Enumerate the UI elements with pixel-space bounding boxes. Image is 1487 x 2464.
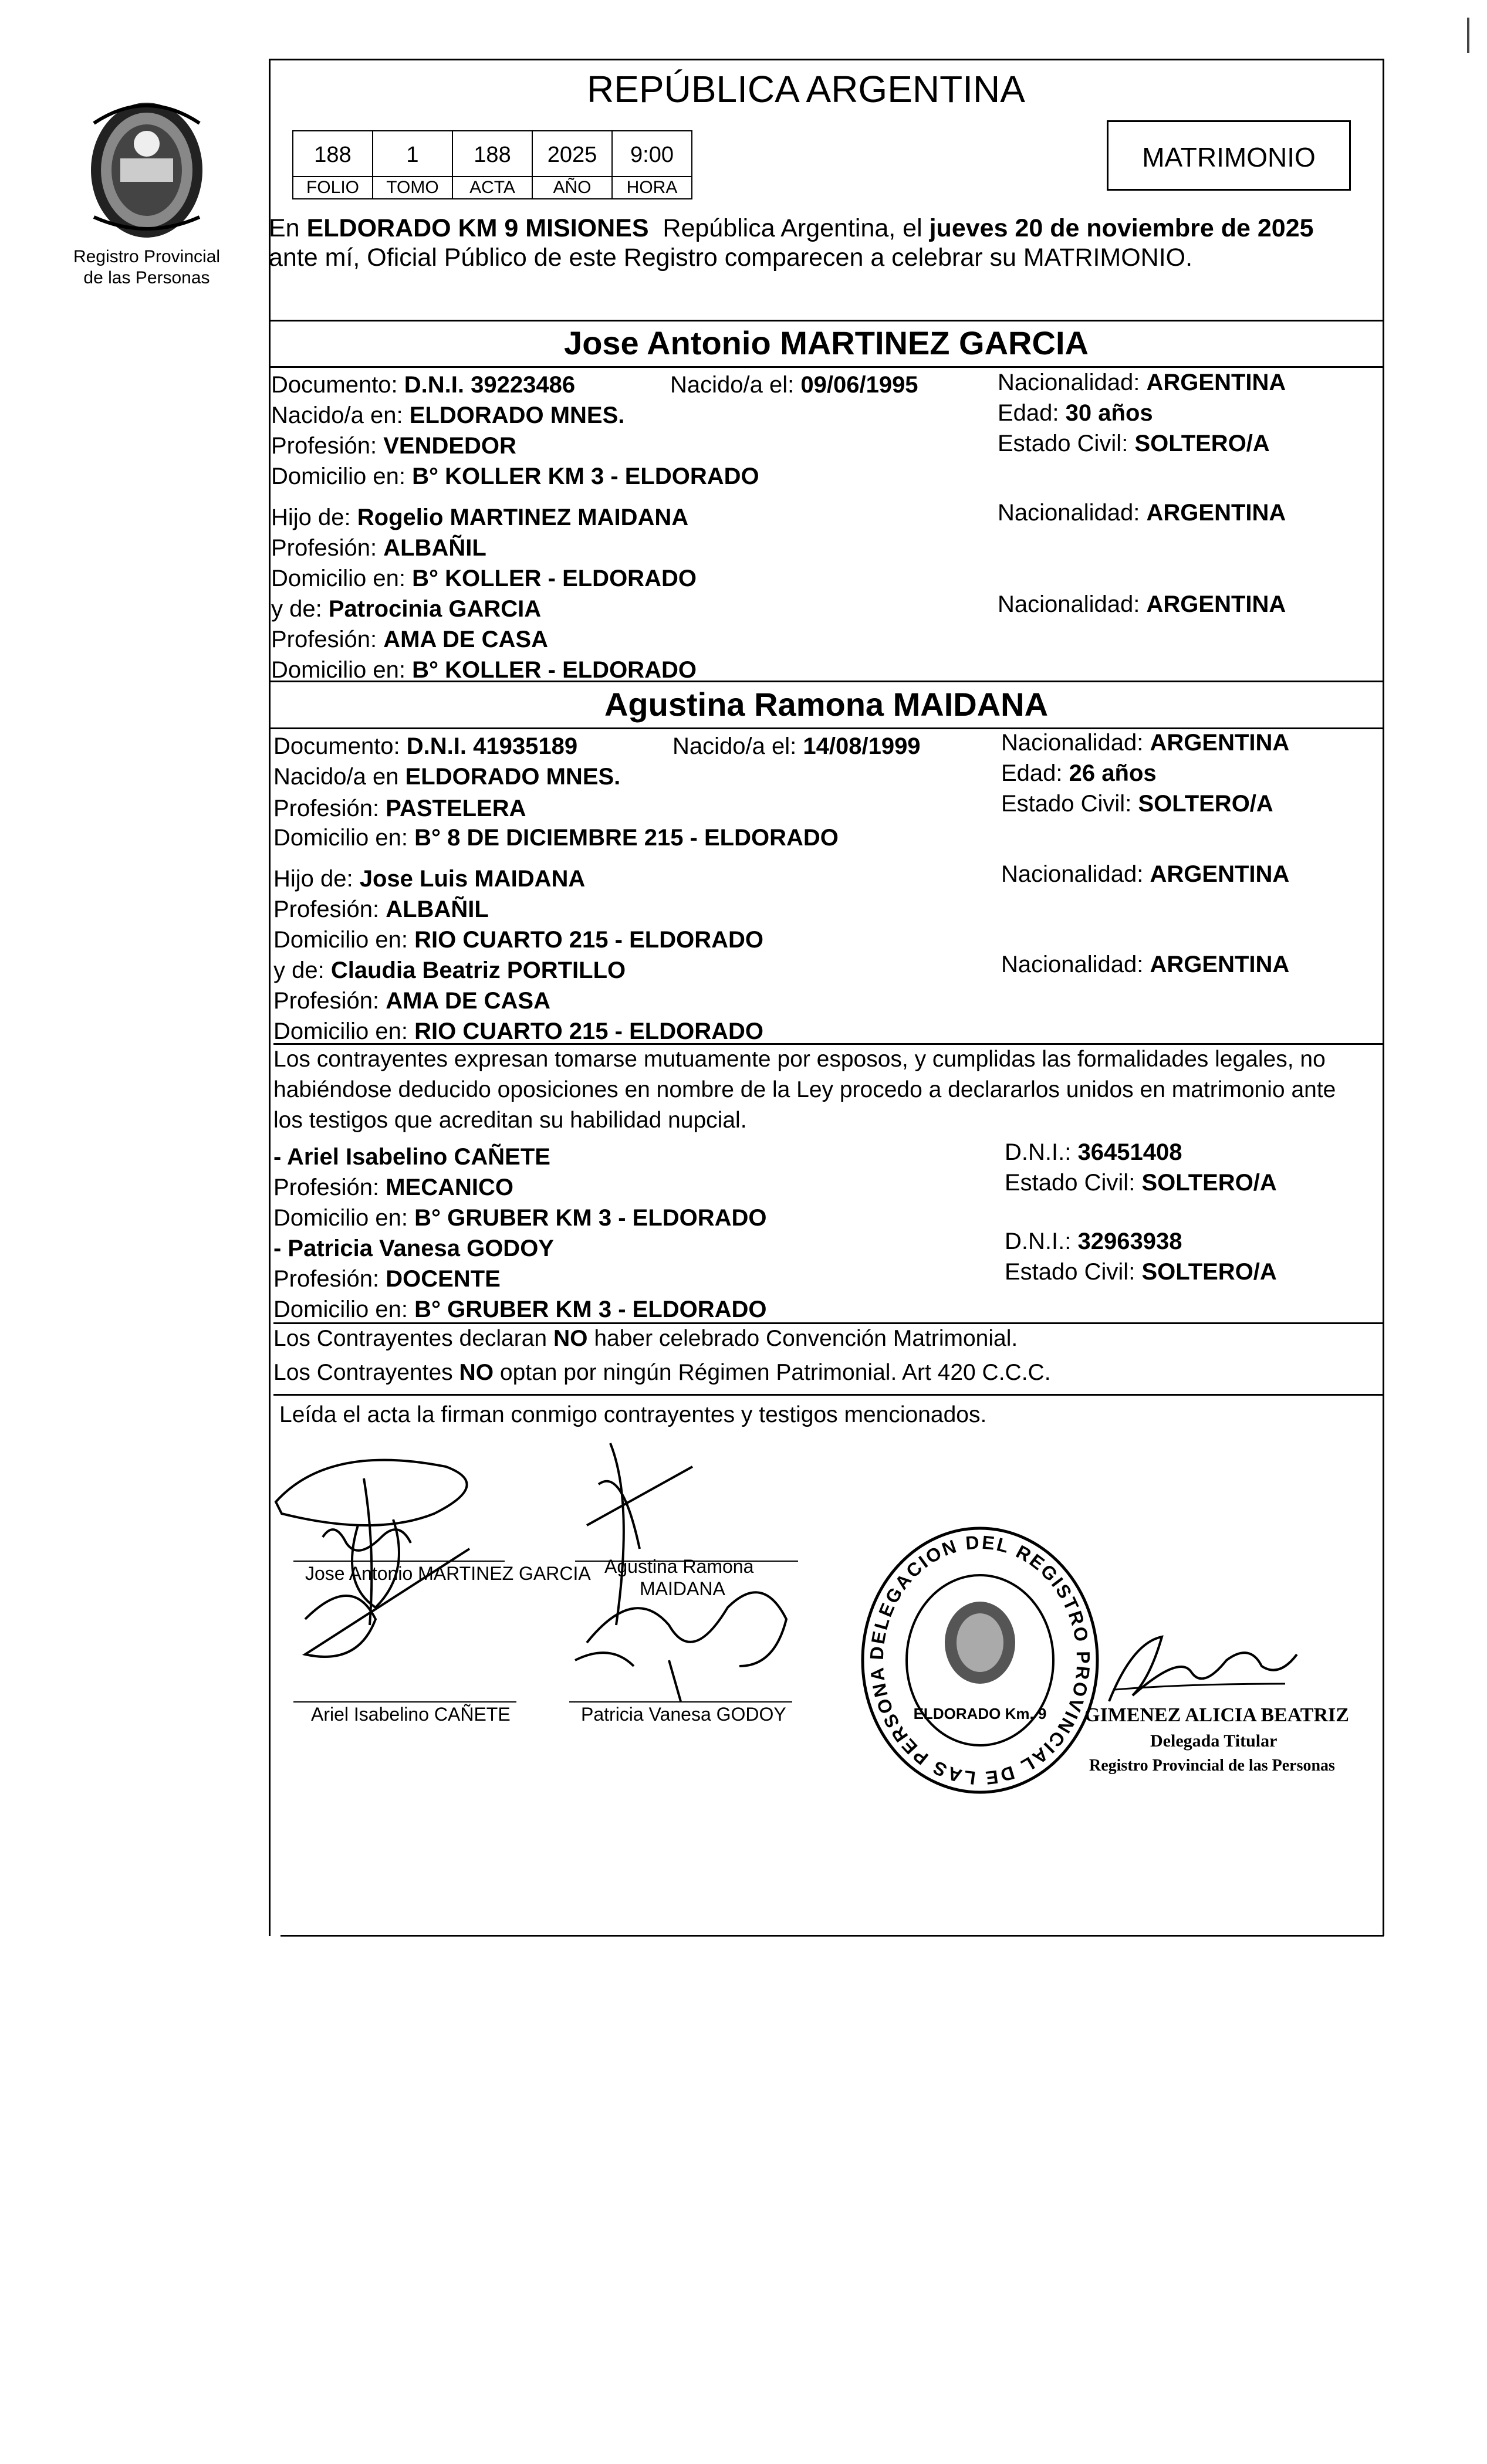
witness2-address: Domicilio en: B° GRUBER KM 3 - ELDORADO <box>273 1297 767 1322</box>
edge-mark <box>1467 18 1469 53</box>
divider-witnesses <box>273 1322 1384 1324</box>
spouse2-civil-status: Estado Civil: SOLTERO/A <box>1001 791 1273 817</box>
header-tomo-value: 1 <box>372 130 453 177</box>
spouse2-mother-profession: Profesión: AMA DE CASA <box>273 988 550 1014</box>
divider-spouse2 <box>273 1043 1384 1045</box>
witness2-dni: D.N.I.: 32963938 <box>1005 1228 1182 1254</box>
spouse1-birth-date: Nacido/a el: 09/06/1995 <box>670 372 918 398</box>
stamp-inner-text: ELDORADO Km. 9 <box>913 1705 1047 1722</box>
official-title: Delegada Titular <box>1150 1731 1278 1751</box>
signature-name-3: Ariel Isabelino CAÑETE <box>311 1704 511 1725</box>
act-type-box <box>1107 120 1351 191</box>
header-folio-value: 188 <box>292 130 373 177</box>
declaration-line3: los testigos que acreditan su habilidad nupcial. <box>273 1108 747 1133</box>
header-acta-label: ACTA <box>452 176 533 199</box>
official-name: GIMENEZ ALICIA BEATRIZ <box>1084 1704 1349 1726</box>
witness2-profession: Profesión: DOCENTE <box>273 1266 501 1292</box>
spouse2-mother-nationality: Nacionalidad: ARGENTINA <box>1001 952 1290 977</box>
spouse2-father-profession: Profesión: ALBAÑIL <box>273 896 489 922</box>
official-organization: Registro Provincial de las Personas <box>1089 1756 1335 1775</box>
spouse2-profession: Profesión: PASTELERA <box>273 796 526 821</box>
divider-intro <box>269 320 1384 321</box>
official-signature <box>1097 1619 1332 1713</box>
witness1-address: Domicilio en: B° GRUBER KM 3 - ELDORADO <box>273 1205 767 1231</box>
spouse1-document: Documento: D.N.I. 39223486 <box>271 372 576 398</box>
intro-line1: En ELDORADO KM 9 MISIONES República Argentina, el jueves 20 de noviembre de 2025 <box>269 214 1314 242</box>
spouse1-profession: Profesión: VENDEDOR <box>271 433 516 459</box>
header-año-label: AÑO <box>532 176 613 199</box>
regime-line2: Los Contrayentes NO optan por ningún Régimen Patrimonial. Art 420 C.C.C. <box>273 1360 1051 1385</box>
spouse2-name: Agustina Ramona MAIDANA <box>604 686 1049 723</box>
divider-regime <box>273 1394 1384 1396</box>
spouse2-age: Edad: 26 años <box>1001 760 1157 786</box>
witness1-civil-status: Estado Civil: SOLTERO/A <box>1005 1170 1277 1196</box>
spouse2-birth-place: Nacido/a en ELDORADO MNES. <box>273 764 621 790</box>
spouse1-father: Hijo de: Rogelio MARTINEZ MAIDANA <box>271 505 689 530</box>
header-hora-value: 9:00 <box>611 130 692 177</box>
frame-top-border <box>269 59 1384 60</box>
intro-line2: ante mí, Oficial Público de este Registro comparecen a celebrar su MATRIMONIO. <box>269 243 1193 272</box>
spouse2-birth-date: Nacido/a el: 14/08/1999 <box>672 733 921 759</box>
spouse1-father-profession: Profesión: ALBAÑIL <box>271 535 486 561</box>
witness2-name: - Patricia Vanesa GODOY <box>273 1236 554 1261</box>
regime-line1: Los Contrayentes declaran NO haber celebrado Convención Matrimonial. <box>273 1326 1018 1351</box>
spouse2-document: Documento: D.N.I. 41935189 <box>273 733 578 759</box>
spouse2-father-nationality: Nacionalidad: ARGENTINA <box>1001 861 1290 887</box>
declaration-line1: Los contrayentes expresan tomarse mutuamente por esposos, y cumplidas las formalidades legales, no <box>273 1047 1326 1072</box>
header-hora-label: HORA <box>611 176 692 199</box>
spouse2-father-address: Domicilio en: RIO CUARTO 215 - ELDORADO <box>273 927 763 953</box>
spouse1-civil-status: Estado Civil: SOLTERO/A <box>998 431 1270 456</box>
spouse2-mother: y de: Claudia Beatriz PORTILLO <box>273 957 626 983</box>
logo-caption-line2: de las Personas <box>83 268 210 287</box>
signature-name-2-line1: Agustina Ramona <box>604 1556 754 1577</box>
frame-bottom-border <box>280 1935 1384 1937</box>
witness1-name: - Ariel Isabelino CAÑETE <box>273 1144 550 1170</box>
header-tomo-label: TOMO <box>372 176 453 199</box>
witness1-dni: D.N.I.: 36451408 <box>1005 1139 1182 1165</box>
spouse2-address: Domicilio en: B° 8 DE DICIEMBRE 215 - ELDORADO <box>273 825 839 851</box>
divider-spouse1-name <box>269 366 1384 368</box>
spouse1-mother: y de: Patrocinia GARCIA <box>271 596 542 622</box>
signature-line-4 <box>569 1701 792 1703</box>
signature-name-1: Jose Antonio MARTINEZ GARCIA <box>305 1563 591 1584</box>
spouse1-name: Jose Antonio MARTINEZ GARCIA <box>564 324 1089 361</box>
declaration-line2: habiéndose deducido oposiciones en nombre de la Ley procedo a declararlos unidos en matrimonio ante <box>273 1077 1336 1102</box>
spouse2-father: Hijo de: Jose Luis MAIDANA <box>273 866 586 892</box>
signature-name-2-line2: MAIDANA <box>640 1578 725 1599</box>
stamp-seal-icon <box>857 1525 1103 1795</box>
spouse1-father-address: Domicilio en: B° KOLLER - ELDORADO <box>271 566 697 591</box>
spouse2-mother-address: Domicilio en: RIO CUARTO 215 - ELDORADO <box>273 1018 763 1044</box>
spouse1-mother-address: Domicilio en: B° KOLLER - ELDORADO <box>271 657 697 683</box>
closing-statement: Leída el acta la firman conmigo contrayentes y testigos mencionados. <box>279 1402 987 1427</box>
header-acta-value: 188 <box>452 130 533 177</box>
spouse1-age: Edad: 30 años <box>998 400 1153 426</box>
header-folio-label: FOLIO <box>292 176 373 199</box>
spouse2-nationality: Nacionalidad: ARGENTINA <box>1001 730 1290 756</box>
logo-caption-line1: Registro Provincial <box>73 247 221 266</box>
registry-logo <box>70 88 223 241</box>
spouse1-nationality: Nacionalidad: ARGENTINA <box>998 370 1286 395</box>
spouse1-birth-place: Nacido/a en: ELDORADO MNES. <box>271 402 625 428</box>
signature-name-4: Patricia Vanesa GODOY <box>581 1704 786 1725</box>
spouse1-address: Domicilio en: B° KOLLER KM 3 - ELDORADO <box>271 463 759 489</box>
signature-line-1 <box>293 1561 505 1562</box>
divider-spouse1 <box>269 681 1384 682</box>
witness1-profession: Profesión: MECANICO <box>273 1175 514 1200</box>
spouse1-mother-nationality: Nacionalidad: ARGENTINA <box>998 591 1286 617</box>
province-seal-icon <box>70 88 223 241</box>
act-type: MATRIMONIO <box>1142 142 1316 172</box>
header-año-value: 2025 <box>532 130 613 177</box>
spouse1-father-nationality: Nacionalidad: ARGENTINA <box>998 500 1286 526</box>
spouse1-mother-profession: Profesión: AMA DE CASA <box>271 627 548 652</box>
stamp-ring-text: DELEGACION DEL REGISTRO PROVINCIAL DE LAS PERSONA <box>866 1531 1094 1789</box>
witness2-civil-status: Estado Civil: SOLTERO/A <box>1005 1259 1277 1285</box>
signature-line-3 <box>293 1701 516 1703</box>
official-stamp <box>857 1525 1103 1795</box>
country-title: REPÚBLICA ARGENTINA <box>587 68 1025 110</box>
